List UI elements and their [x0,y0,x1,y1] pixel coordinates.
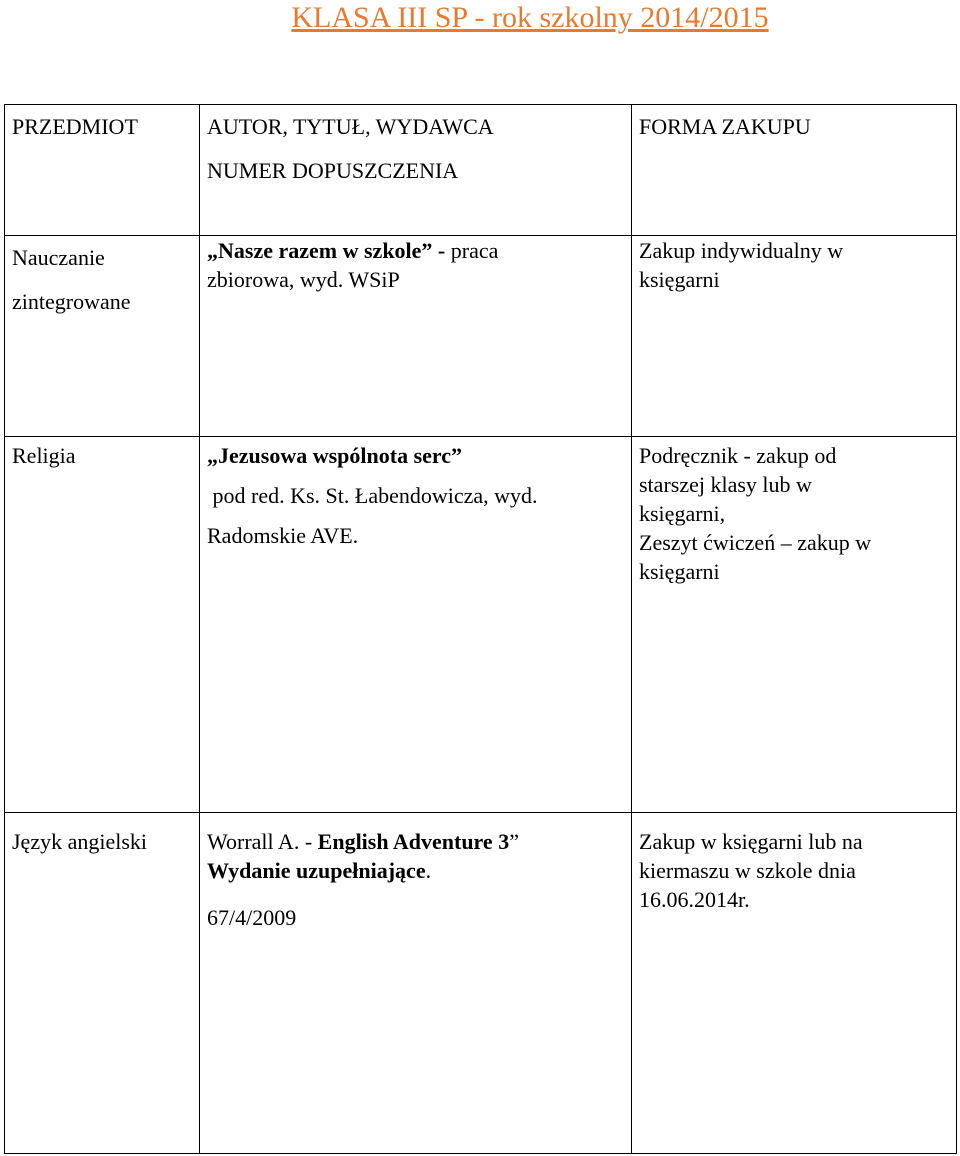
book-publisher: Radomskie AVE. [207,523,359,548]
document-title: KLASA III SP - rok szkolny 2014/2015 [291,1,769,34]
table-row [5,236,957,437]
book-author: Worrall A. - [207,829,318,854]
header-subject: PRZEDMIOT [12,114,138,139]
purchase-text-cont: starszej klasy lub w [639,472,812,497]
purchase-text: Zakup indywidualny w [639,238,844,263]
subject-name-cont: zintegrowane [12,289,131,314]
book-title: „Nasze razem w szkole” - [207,238,451,263]
subject-name: Nauczanie [12,245,105,270]
purchase-date: 16.06.2014r. [639,887,750,912]
purchase-cell [632,813,957,1154]
purchase-text-cont: księgarni [639,267,720,292]
book-line [207,236,625,265]
book-title: „Jezusowa wspólnota serc” [207,443,463,468]
purchase-cell [632,437,957,813]
book-line [207,827,625,856]
book-cell [200,437,632,813]
header-author-title-publisher: AUTOR, TYTUŁ, WYDAWCA [207,114,494,139]
table-row [5,437,957,813]
subject-cell [5,236,200,437]
purchase-text-cont: Zeszyt ćwiczeń – zakup w [639,530,872,555]
subject-cell [5,813,200,1154]
table-header-row [5,105,957,236]
book-title: English Adventure 3 [317,829,510,854]
book-edition-line [207,856,625,885]
header-purchase-cell [632,105,957,236]
header-purchase-form: FORMA ZAKUPU [639,114,811,139]
header-subject-cell [5,105,200,236]
book-editor-publisher: pod red. Ks. St. Łabendowicza, wyd. [207,483,538,508]
approval-number: 67/4/2009 [207,905,297,930]
textbook-table [4,104,957,1154]
subject-name: Religia [12,443,76,468]
purchase-text: Podręcznik - zakup od [639,443,837,468]
purchase-text-cont: księgarni [639,559,720,584]
header-author-cell [200,105,632,236]
book-edition-dot: . [425,858,432,883]
book-title-quote: ” [509,829,519,854]
purchase-text-cont: księgarni, [639,501,726,526]
book-author: praca [450,238,499,263]
book-publisher: zbiorowa, wyd. WSiP [207,267,400,292]
purchase-text-cont: kiermaszu w szkole dnia [639,858,856,883]
book-edition: Wydanie uzupełniające [207,858,426,883]
purchase-cell [632,236,957,437]
header-approval-number: NUMER DOPUSZCZENIA [207,158,459,183]
subject-cell [5,437,200,813]
book-cell [200,813,632,1154]
purchase-text: Zakup w księgarni lub na [639,829,863,854]
subject-name: Język angielski [12,829,148,854]
table-row [5,813,957,1154]
book-cell [200,236,632,437]
